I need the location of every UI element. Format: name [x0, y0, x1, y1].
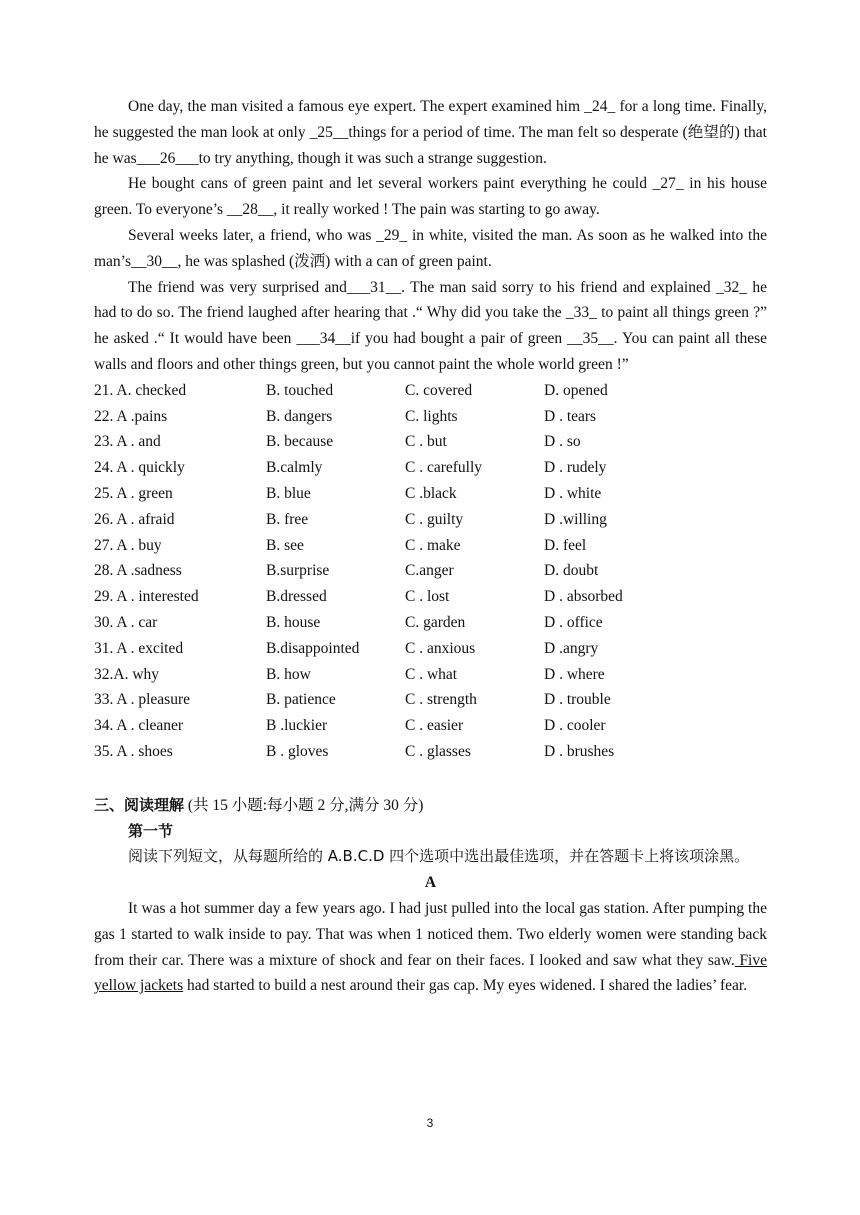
passage-letter: A: [424, 874, 437, 892]
option-a: 26. A . afraid: [94, 510, 175, 528]
document-page: [94, 94, 767, 999]
option-d: D .angry: [544, 639, 599, 657]
option-b: B. touched: [266, 381, 334, 399]
option-d: D . where: [544, 665, 605, 683]
option-row: [94, 404, 767, 430]
option-c: C . carefully: [405, 459, 483, 477]
option-c: C . lost: [405, 588, 450, 606]
option-d: D. feel: [544, 536, 587, 554]
option-b: B. house: [266, 613, 321, 631]
option-a: 31. A . excited: [94, 639, 184, 657]
option-a: 28. A .sadness: [94, 562, 182, 580]
option-b: B.disappointed: [266, 639, 360, 657]
option-b: B.dressed: [266, 588, 327, 606]
option-c: C. garden: [405, 613, 466, 631]
cloze-passage: [94, 94, 767, 378]
option-b: B.surprise: [266, 562, 330, 580]
option-row: [94, 739, 767, 765]
option-a: 23. A . and: [94, 433, 161, 451]
option-c: C . strength: [405, 691, 477, 709]
option-list: [94, 378, 767, 765]
option-d: D .willing: [544, 510, 607, 528]
instructions: 阅读下列短文，从每题所给的 A.B.C.D 四个选项中选出最佳选项，并在答题卡上将该项涂黑。: [128, 847, 750, 866]
passage-paragraph: One day, the man visited a famous eye expert. The expert examined him _24_ for a long time. Finally, he suggested the man look at only _25__things for a period of time. The man felt so desperate (绝望的) that he was___26___to try anything, though it was such a strange suggestion.: [94, 98, 767, 167]
option-c: C.anger: [405, 562, 454, 580]
option-a: 30. A . car: [94, 613, 158, 631]
option-b: B.calmly: [266, 459, 323, 477]
option-row: [94, 455, 767, 481]
option-d: D . rudely: [544, 459, 607, 477]
option-c: C .black: [405, 484, 457, 502]
option-row: [94, 507, 767, 533]
option-b: B. patience: [266, 691, 336, 709]
option-d: D. opened: [544, 381, 608, 399]
passage-paragraph: He bought cans of green paint and let several workers paint everything he could _27_ in his house green. To everyone’s __28__, it really worked ! The pain was starting to go away.: [94, 175, 767, 219]
option-c: C . easier: [405, 717, 464, 735]
option-b: B. dangers: [266, 407, 333, 425]
subsection-title: 第一节: [128, 821, 174, 840]
option-row: [94, 610, 767, 636]
option-d: D. doubt: [544, 562, 599, 580]
option-a: 22. A .pains: [94, 407, 168, 425]
option-a: 27. A . buy: [94, 536, 162, 554]
passage-a-underlined: Five yellow jackets: [94, 951, 767, 995]
passage-a-text-1: It was a hot summer day a few years ago. I had just pulled into the local gas station. After pumping the gas 1 started to walk inside to pay. That was when 1 noticed them. Two elderly women were standing back from their car. There was a mixture of shock and fear on their faces. I looked and saw what they saw.: [94, 899, 767, 969]
option-c: C . guilty: [405, 510, 464, 528]
option-d: D . brushes: [544, 742, 615, 760]
option-d: D . cooler: [544, 717, 606, 735]
option-b: B. free: [266, 510, 309, 528]
option-row: [94, 481, 767, 507]
option-row: [94, 429, 767, 455]
option-c: C . glasses: [405, 742, 471, 760]
option-row: [94, 378, 767, 404]
option-row: [94, 558, 767, 584]
option-row: [94, 713, 767, 739]
option-d: D . tears: [544, 407, 597, 425]
passage-paragraph: The friend was very surprised and___31__. The man said sorry to his friend and explained _32_ he had to do so. The friend laughed after hearing that .“ Why did you take the _33_ to paint all things green ?” he asked .“ It would have been ___34__if you had bought a pair of green __35__. You can paint all these walls and floors and other things green, but you cannot paint the whole world green !”: [94, 278, 767, 373]
section-heading: [94, 793, 767, 819]
option-c: C. lights: [405, 407, 458, 425]
option-d: D . office: [544, 613, 603, 631]
option-b: B .luckier: [266, 717, 328, 735]
passage-a: [94, 896, 767, 999]
option-d: D . absorbed: [544, 588, 623, 606]
option-d: D . so: [544, 433, 581, 451]
option-c: C . what: [405, 665, 458, 683]
option-c: C . but: [405, 433, 447, 451]
option-a: 34. A . cleaner: [94, 717, 184, 735]
option-c: C . anxious: [405, 639, 476, 657]
option-d: D . trouble: [544, 691, 611, 709]
option-b: B . gloves: [266, 742, 329, 760]
passage-a-text-2: had started to build a nest around their gas cap. My eyes widened. I shared the ladies’ fear.: [183, 977, 748, 995]
option-a: 24. A . quickly: [94, 459, 185, 477]
option-row: [94, 687, 767, 713]
option-a: 35. A . shoes: [94, 742, 173, 760]
option-a: 25. A . green: [94, 484, 173, 502]
option-b: B. because: [266, 433, 334, 451]
option-row: [94, 636, 767, 662]
option-row: [94, 662, 767, 688]
option-c: C. covered: [405, 381, 473, 399]
section-title: 三、阅读理解: [94, 795, 185, 814]
option-b: B. see: [266, 536, 304, 554]
option-row: [94, 584, 767, 610]
option-c: C . make: [405, 536, 461, 554]
option-b: B. how: [266, 665, 311, 683]
passage-paragraph: Several weeks later, a friend, who was _29_ in white, visited the man. As soon as he walked into the man’s__30__, he was splashed (泼洒) with a can of green paint.: [94, 226, 767, 270]
page-number: 3: [426, 1116, 434, 1130]
option-a: 29. A . interested: [94, 588, 199, 606]
option-b: B. blue: [266, 484, 311, 502]
option-d: D . white: [544, 484, 602, 502]
option-a: 21. A. checked: [94, 381, 187, 399]
option-a: 33. A . pleasure: [94, 691, 190, 709]
option-row: [94, 533, 767, 559]
section-note: (共 15 小题:每小题 2 分,满分 30 分): [187, 796, 424, 814]
option-a: 32.A. why: [94, 665, 160, 683]
